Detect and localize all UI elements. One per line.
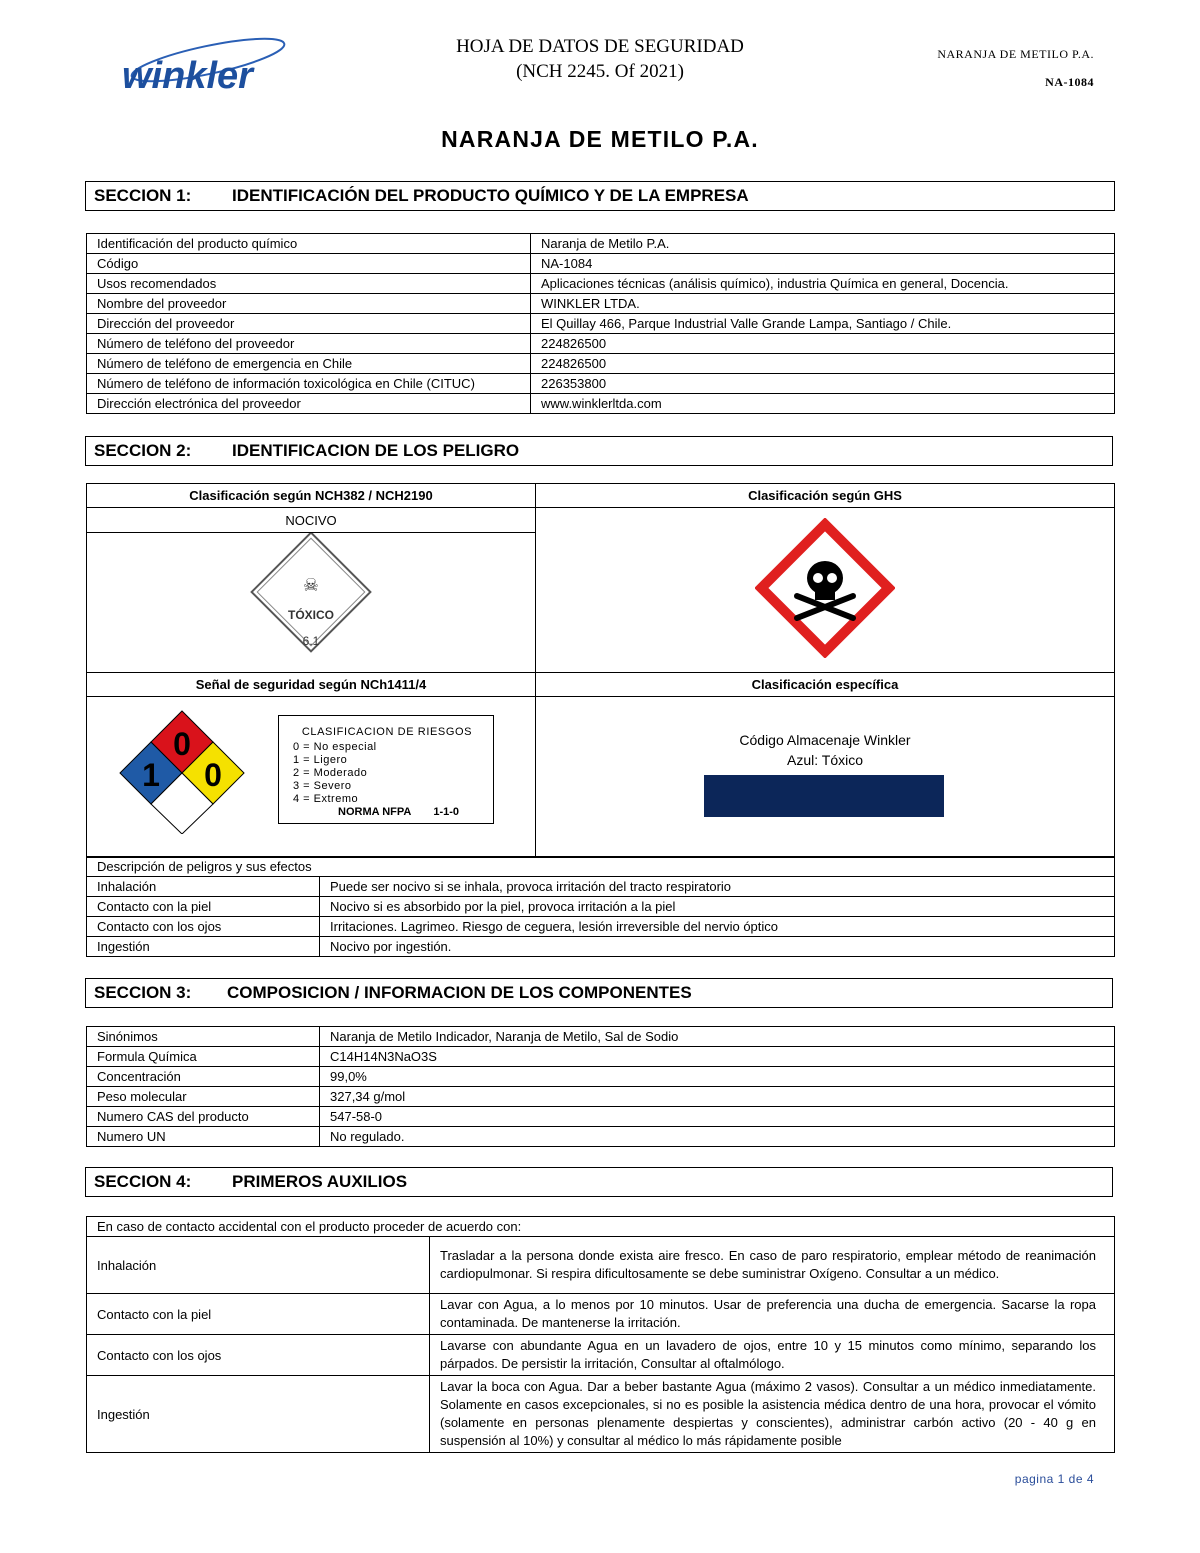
- table-row: [87, 937, 1115, 957]
- nfpa-reactivity: 0: [204, 757, 222, 793]
- section3-number: SECCION 3:: [94, 983, 192, 1002]
- storage-code-label: Código Almacenaje Winkler: [739, 732, 911, 748]
- row-value: 224826500: [531, 334, 1115, 354]
- hazards-table: [86, 856, 1115, 957]
- row-value: 224826500: [531, 354, 1115, 374]
- section3-title: COMPOSICION / INFORMACION DE LOS COMPONENTES: [227, 983, 692, 1002]
- risk-box-title: CLASIFICACION DE RIESGOS: [301, 726, 473, 738]
- svg-text:☠: ☠: [302, 575, 320, 596]
- table-row: [87, 1376, 1115, 1453]
- storage-color-swatch: [704, 775, 944, 817]
- skull-crossbones-icon: [755, 518, 895, 658]
- section4-table: [86, 1216, 1115, 1453]
- row-label: Concentración: [87, 1067, 320, 1087]
- table-row: [87, 1294, 1115, 1335]
- risk-scale-item: 3 = Severo: [293, 780, 352, 792]
- section2-header: [85, 436, 1113, 466]
- row-label: Formula Química: [87, 1047, 320, 1067]
- header-title-line2: (NCH 2245. Of 2021): [516, 61, 684, 82]
- row-value: 99,0%: [320, 1067, 1115, 1087]
- ghs-pictogram-cell: [536, 508, 1115, 673]
- row-value: 547-58-0: [320, 1107, 1115, 1127]
- row-value: No regulado.: [320, 1127, 1115, 1147]
- nfpa-diamond-icon: [118, 710, 246, 834]
- table-row: [87, 374, 1115, 394]
- row-label: Inhalación: [87, 1237, 430, 1294]
- row-label: Número de teléfono del proveedor: [87, 334, 531, 354]
- ghs-header: Clasificación según GHS: [536, 484, 1115, 508]
- row-value: 327,34 g/mol: [320, 1087, 1115, 1107]
- row-value: Nocivo por ingestión.: [320, 937, 1115, 957]
- table-row: [87, 897, 1115, 917]
- row-value: Lavar con Agua, a lo menos por 10 minutos. Usar de preferencia una ducha de emergencia. Sacarse la ropa contaminada. De mantenerse la irritación.: [430, 1294, 1115, 1335]
- row-value: Trasladar a la persona donde exista aire fresco. En caso de paro respiratorio, emplear método de reanimación cardiopulmonar. Si respira dificultosamente se debe suministrar Oxígeno. Consultar a un médico.: [430, 1237, 1115, 1294]
- toxic-pictogram-icon: [87, 533, 535, 667]
- risk-classification-box: [278, 715, 494, 824]
- risk-scale-item: 2 = Moderado: [293, 767, 368, 779]
- section1-table: [86, 233, 1115, 414]
- section1-header: [85, 181, 1115, 211]
- row-label: Inhalación: [87, 877, 320, 897]
- row-value[interactable]: www.winklerltda.com: [531, 394, 1115, 414]
- row-value: Lavar la boca con Agua. Dar a beber bastante Agua (máximo 2 vasos). Consultar a un médico inmediatamente. Solamente en casos excepcionales, si no es posible la asistencia médica dentro de una hora, provocar el vómito (solamente en personas plenamente despiertas y conscientes), administrar carbón activo (20 - 40 g en suspensión al 10%) y consultar al médico lo más rápidamente posible: [430, 1376, 1115, 1453]
- row-label: Identificación del producto químico: [87, 234, 531, 254]
- row-label: Código: [87, 254, 531, 274]
- row-label: Peso molecular: [87, 1087, 320, 1107]
- document-title: NARANJA DE METILO P.A.: [441, 126, 759, 152]
- risk-scale-item: 1 = Ligero: [293, 754, 348, 766]
- row-label: Numero UN: [87, 1127, 320, 1147]
- row-value: Irritaciones. Lagrimeo. Riesgo de ceguera, lesión irreversible del nervio óptico: [320, 917, 1115, 937]
- header-product-code: NA-1084: [1045, 75, 1094, 89]
- row-value: Puede ser nocivo si se inhala, provoca irritación del tracto respiratorio: [320, 877, 1115, 897]
- risk-scale-item: 4 = Extremo: [293, 793, 359, 805]
- section2-title: IDENTIFICACION DE LOS PELIGRO: [232, 441, 520, 460]
- nfpa-health: 1: [142, 757, 160, 793]
- row-value: Naranja de Metilo Indicador, Naranja de Metilo, Sal de Sodio: [320, 1027, 1115, 1047]
- section4-header: [85, 1167, 1113, 1197]
- section1-number: SECCION 1:: [94, 186, 192, 205]
- row-label: Usos recomendados: [87, 274, 531, 294]
- row-label: Dirección del proveedor: [87, 314, 531, 334]
- signal-header: Señal de seguridad según NCh1411/4: [87, 673, 536, 697]
- nfpa-norm-value: 1-1-0: [433, 806, 460, 818]
- nfpa-norm: [291, 806, 483, 819]
- toxic-pictogram-label: TÓXICO: [287, 608, 335, 622]
- first-aid-caption: En caso de contacto accidental con el producto proceder de acuerdo con:: [87, 1217, 1115, 1237]
- table-row: [87, 274, 1115, 294]
- table-row: [87, 1067, 1115, 1087]
- row-value: 226353800: [531, 374, 1115, 394]
- section1-title: IDENTIFICACIÓN DEL PRODUCTO QUÍMICO Y DE LA EMPRESA: [232, 186, 749, 205]
- svg-text:winkler: winkler: [122, 55, 253, 97]
- table-row: [87, 234, 1115, 254]
- table-row: [87, 877, 1115, 897]
- hazards-caption: Descripción de peligros y sus efectos: [87, 857, 1115, 877]
- risk-scale-item: 0 = No especial: [293, 741, 377, 753]
- row-value: WINKLER LTDA.: [531, 294, 1115, 314]
- row-label: Nombre del proveedor: [87, 294, 531, 314]
- section4-number: SECCION 4:: [94, 1172, 192, 1191]
- row-value: Lavarse con abundante Agua en un lavadero de ojos, entre 10 y 15 minutos como mínimo, separando los párpados. De persistir la irritación, Consultar al oftalmólogo.: [430, 1335, 1115, 1376]
- row-value: Naranja de Metilo P.A.: [531, 234, 1115, 254]
- storage-color-label: Azul: Tóxico: [787, 752, 863, 768]
- section4-title: PRIMEROS AUXILIOS: [232, 1172, 408, 1191]
- table-row: [87, 1107, 1115, 1127]
- table-row: [87, 254, 1115, 274]
- row-label: Ingestión: [87, 937, 320, 957]
- row-value: NA-1084: [531, 254, 1115, 274]
- table-row: [87, 394, 1115, 414]
- table-row: [87, 917, 1115, 937]
- table-row: [87, 1047, 1115, 1067]
- row-label: Número de teléfono de emergencia en Chile: [87, 354, 531, 374]
- row-label: Dirección electrónica del proveedor: [87, 394, 531, 414]
- table-row: [87, 294, 1115, 314]
- page-number: pagina 1 de 4: [1014, 1472, 1094, 1486]
- specific-header: Clasificación específica: [536, 673, 1115, 697]
- table-row: [87, 1237, 1115, 1294]
- row-label: Contacto con la piel: [87, 1294, 430, 1335]
- table-row: [87, 314, 1115, 334]
- row-value: El Quillay 466, Parque Industrial Valle Grande Lampa, Santiago / Chile.: [531, 314, 1115, 334]
- section3-header: [85, 978, 1113, 1008]
- row-label: Contacto con los ojos: [87, 1335, 430, 1376]
- table-row: [87, 1127, 1115, 1147]
- section3-table: [86, 1026, 1115, 1147]
- nfpa-norm-label: NORMA NFPA: [338, 806, 412, 818]
- table-row: [87, 334, 1115, 354]
- header-product-info: [937, 40, 1094, 96]
- nch-pictogram-cell: [87, 533, 536, 673]
- nch-header: Clasificación según NCH382 / NCH2190: [87, 484, 536, 508]
- section2-number: SECCION 2:: [94, 441, 192, 460]
- row-label: Sinónimos: [87, 1027, 320, 1047]
- row-value: Nocivo si es absorbido por la piel, provoca irritación a la piel: [320, 897, 1115, 917]
- table-row: [87, 1087, 1115, 1107]
- table-row: [87, 1335, 1115, 1376]
- header-product-name: NARANJA DE METILO P.A.: [937, 47, 1094, 61]
- toxic-pictogram-class: 6.1: [302, 634, 320, 648]
- table-row: [87, 354, 1115, 374]
- row-label: Contacto con la piel: [87, 897, 320, 917]
- row-label: Contacto con los ojos: [87, 917, 320, 937]
- nch-class: NOCIVO: [87, 508, 536, 533]
- header-title-line1: HOJA DE DATOS DE SEGURIDAD: [456, 36, 744, 57]
- nfpa-flammability: 0: [173, 726, 191, 762]
- table-row: [87, 1027, 1115, 1047]
- row-label: Número de teléfono de información toxicológica en Chile (CITUC): [87, 374, 531, 394]
- row-value: Aplicaciones técnicas (análisis químico), industria Química en general, Docencia.: [531, 274, 1115, 294]
- row-label: Numero CAS del producto: [87, 1107, 320, 1127]
- row-value: C14H14N3NaO3S: [320, 1047, 1115, 1067]
- row-label: Ingestión: [87, 1376, 430, 1453]
